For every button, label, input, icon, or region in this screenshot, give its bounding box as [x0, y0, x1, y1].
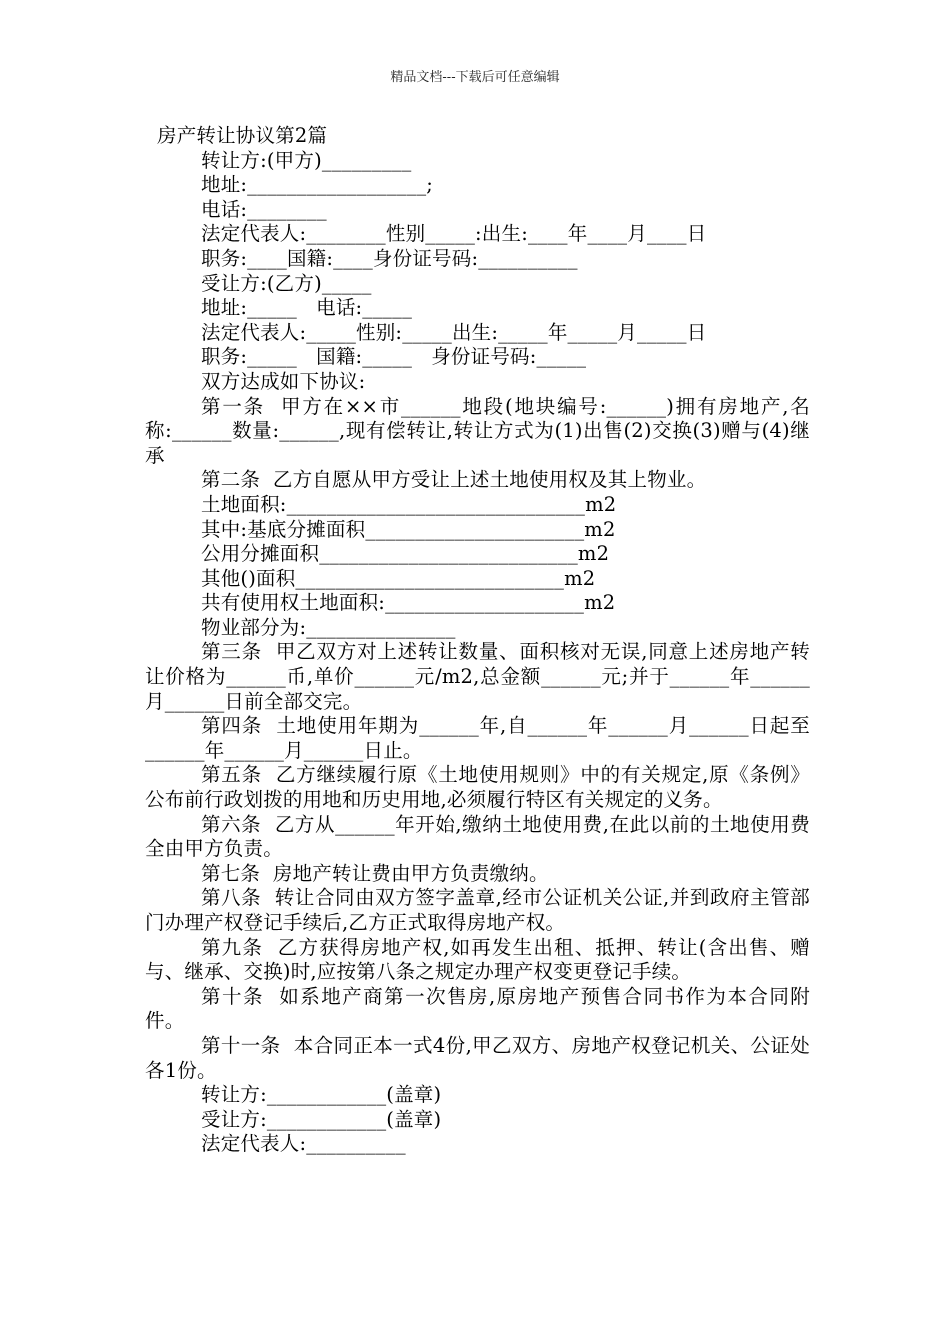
article-1: 第一条 甲方在××市______地段(地块编号:______)拥有房地产,名称:______数量:______,现有偿转让,转让方式为(1)出售(2)交换(3)赠与(4)继承	[145, 394, 810, 467]
page-header: 精品文档---下载后可任意编辑	[390, 70, 560, 85]
area-line-other: 其他()面积___________________________m2	[201, 566, 596, 590]
transferor-address-line: 地址:__________________;	[201, 173, 434, 197]
signature-transferor: 转让方:____________(盖章)	[201, 1083, 442, 1107]
article-10: 第十条 如系地产商第一次售房,原房地产预售合同书作为本合同附件。	[145, 984, 810, 1033]
transferor-representative-line: 法定代表人:________性别_____:出生:____年____月____日	[201, 222, 707, 246]
document-title: 房产转让协议第2篇	[157, 124, 328, 147]
transferor-phone-line: 电话:________	[201, 197, 327, 221]
article-5: 第五条 乙方继续履行原《土地使用规则》中的有关规定,原《条例》公布前行政划拨的用地和历史用地,必须履行特区有关规定的义务。	[145, 763, 810, 812]
area-line-public: 公用分摊面积__________________________m2	[201, 542, 610, 566]
article-2: 第二条 乙方自愿从甲方受让上述土地使用权及其上物业。	[201, 468, 707, 492]
transferee-line: 受让方:(乙方)_____	[201, 271, 372, 295]
area-line-shared: 共有使用权土地面积:____________________m2	[201, 591, 616, 615]
signature-transferee: 受让方:____________(盖章)	[201, 1107, 442, 1131]
property-part-line: 物业部分为:_______________	[201, 615, 456, 639]
signature-representative: 法定代表人:__________	[201, 1132, 406, 1156]
transferee-address-line: 地址:_____ 电话:_____	[201, 296, 413, 320]
transferee-position-line: 职务:_____ 国籍:_____ 身份证号码:_____	[201, 345, 587, 369]
article-7: 第七条 房地产转让费由甲方负责缴纳。	[201, 861, 549, 885]
article-11: 第十一条 本合同正本一式4份,甲乙双方、房地产权登记机关、公证处各1份。	[145, 1033, 810, 1082]
transferor-line: 转让方:(甲方)_________	[201, 148, 412, 172]
article-8: 第八条 转让合同由双方签字盖章,经市公证机关公证,并到政府主管部门办理产权登记手续后,乙方正式取得房地产权。	[145, 886, 810, 934]
article-4: 第四条 土地使用年期为______年,自______年______月______日起至______年______月______日止。	[145, 714, 810, 762]
transferor-position-line: 职务:____国籍:____身份证号码:__________	[201, 246, 578, 270]
transferee-representative-line: 法定代表人:_____性别:_____出生:_____年_____月_____日	[201, 320, 707, 344]
agreement-intro-line: 双方达成如下协议:	[201, 369, 366, 393]
area-line-land: 土地面积:______________________________m2	[201, 492, 617, 516]
article-9: 第九条 乙方获得房地产权,如再发生出租、抵押、转让(含出售、赠与、继承、交换)时,应按第八条之规定办理产权变更登记手续。	[145, 935, 810, 984]
article-3: 第三条 甲乙双方对上述转让数量、面积核对无误,同意上述房地产转让价格为______币,单价______元/m2,总金额______元;并于______年______月______日前全部交完。	[145, 640, 810, 713]
article-6: 第六条 乙方从______年开始,缴纳土地使用费,在此以前的土地使用费全由甲方负责。	[145, 812, 810, 861]
document-body	[145, 124, 810, 1157]
area-line-base: 其中:基底分摊面积______________________m2	[201, 517, 616, 541]
